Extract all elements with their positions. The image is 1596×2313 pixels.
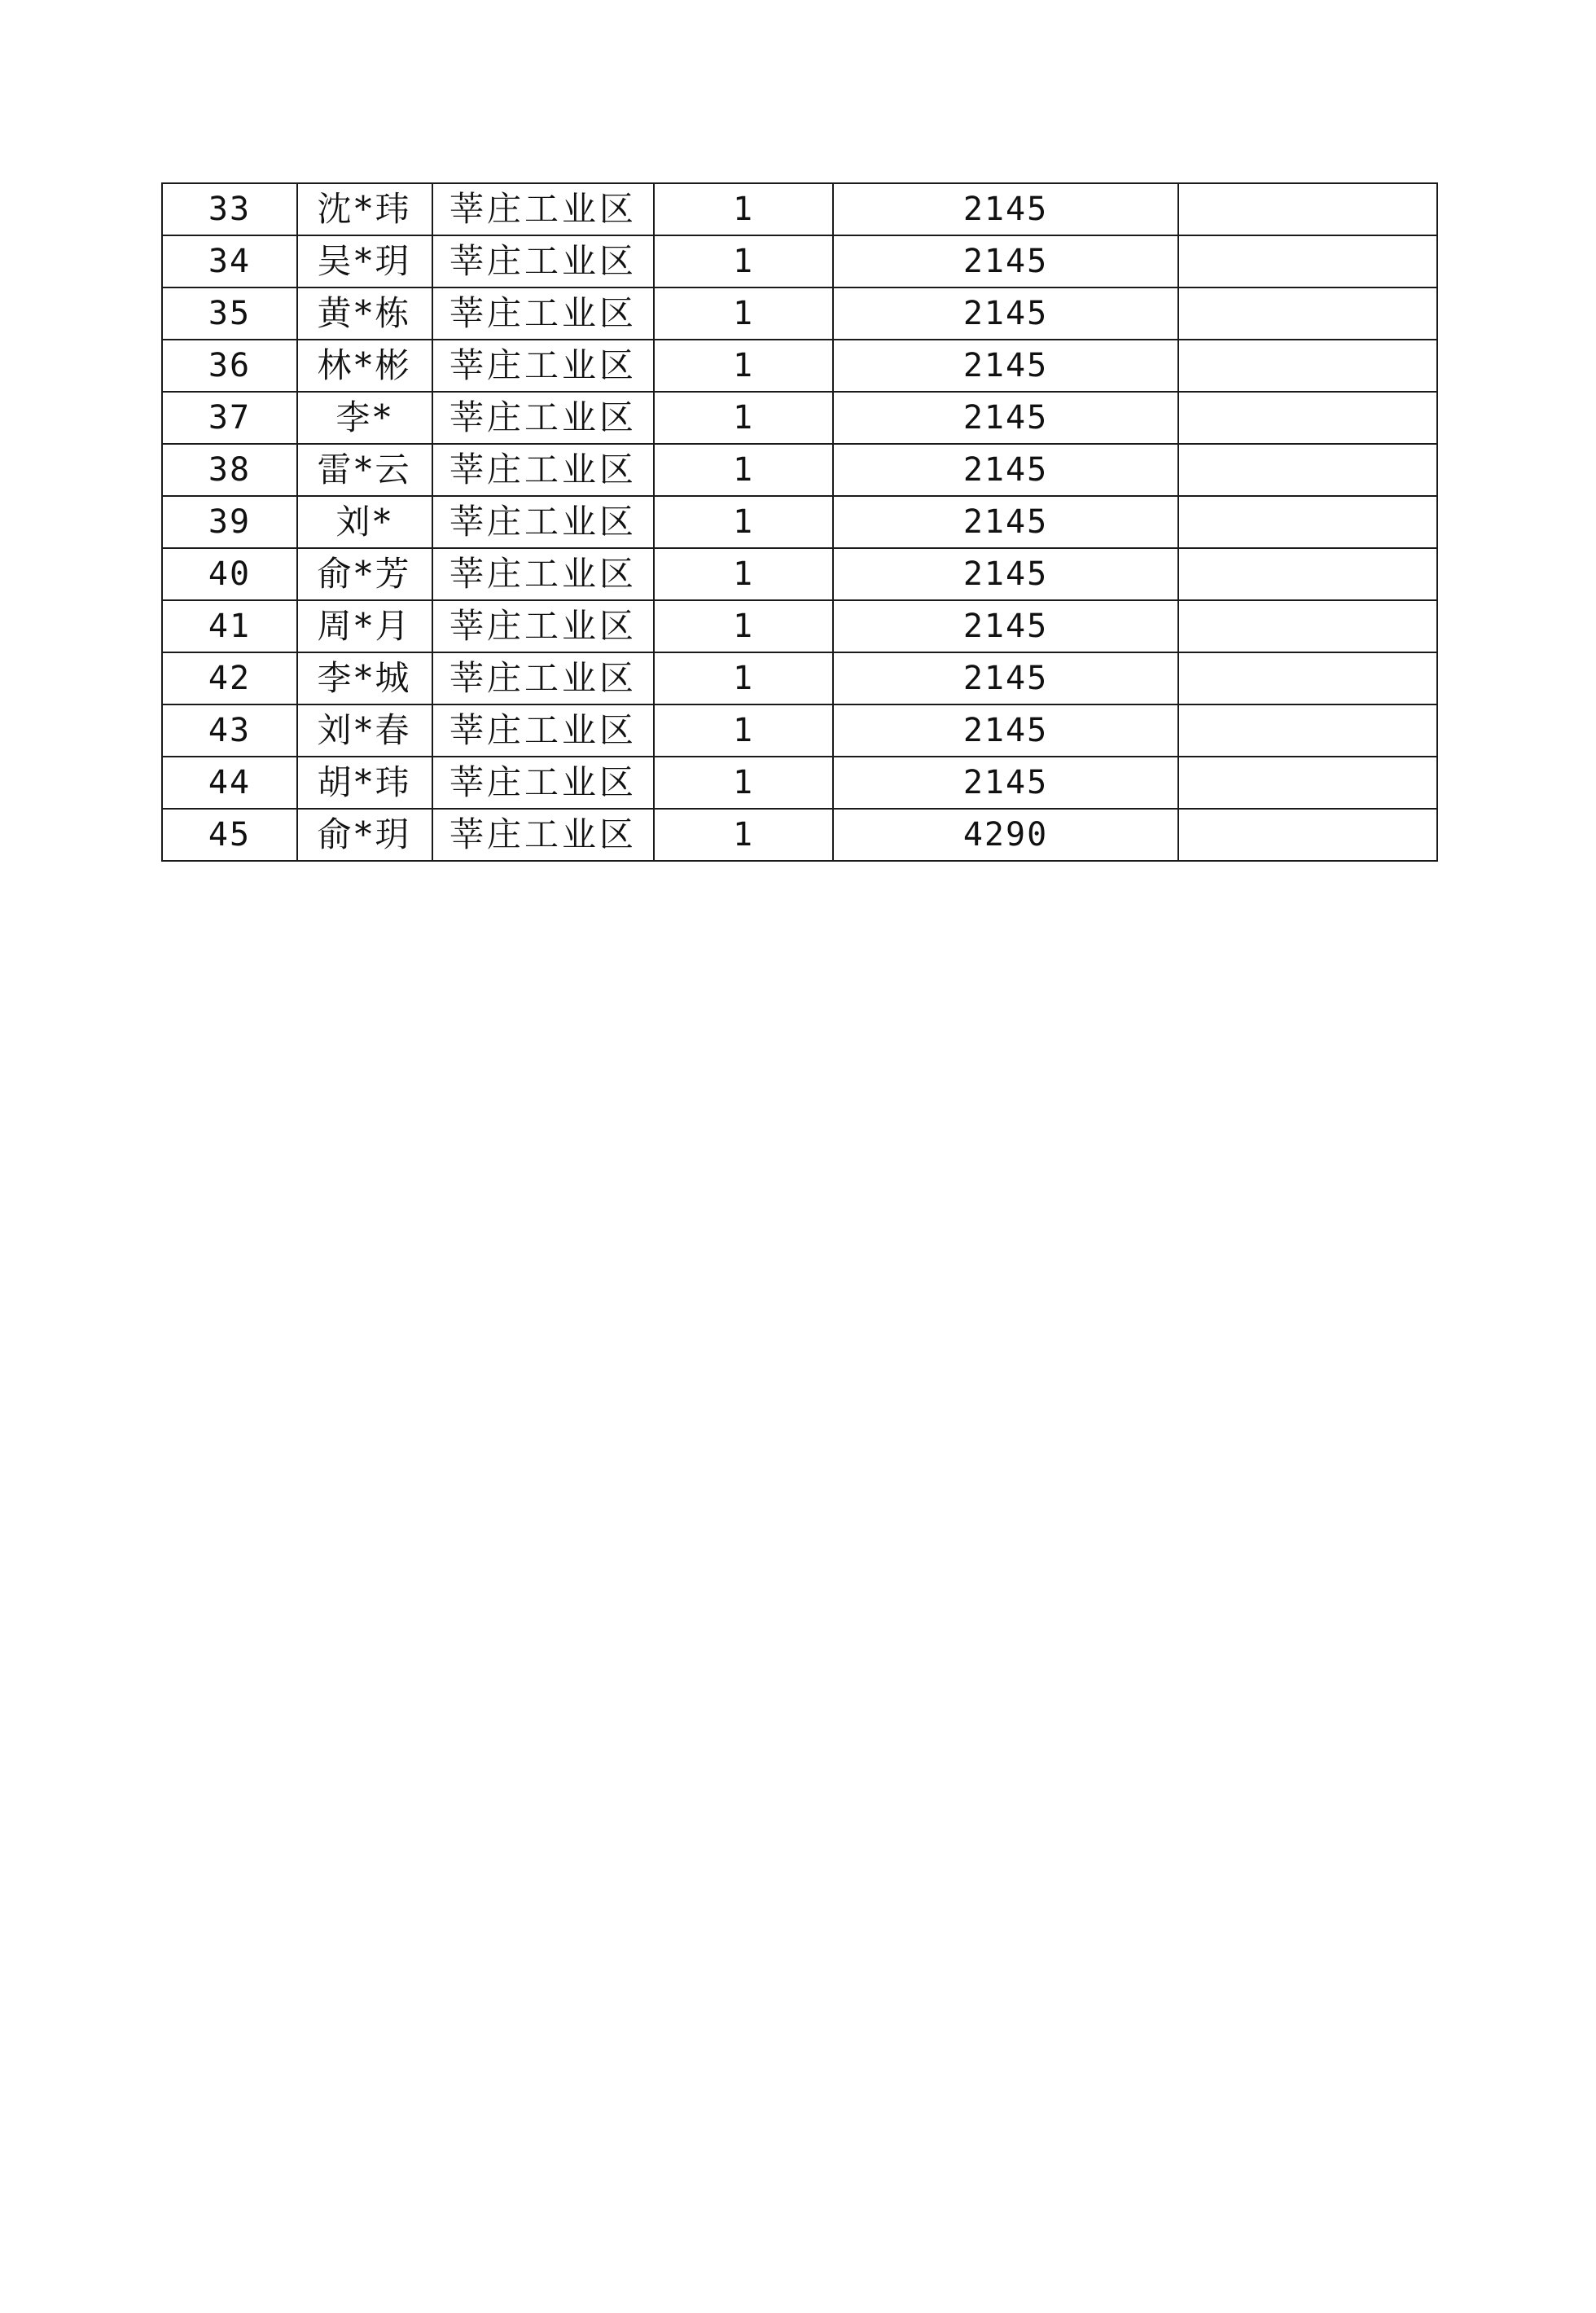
table-row — [162, 757, 1437, 809]
cell-area: 莘庄工业区 — [432, 600, 654, 652]
table-row — [162, 496, 1437, 548]
cell-note — [1178, 235, 1437, 287]
cell-name: 刘* — [297, 496, 432, 548]
cell-area: 莘庄工业区 — [432, 757, 654, 809]
cell-number: 45 — [162, 809, 297, 861]
cell-quantity: 1 — [654, 340, 833, 392]
cell-name: 黄*栋 — [297, 287, 432, 340]
cell-quantity: 1 — [654, 652, 833, 704]
cell-quantity: 1 — [654, 548, 833, 600]
table-row — [162, 809, 1437, 861]
table-row — [162, 548, 1437, 600]
cell-quantity: 1 — [654, 809, 833, 861]
cell-quantity: 1 — [654, 183, 833, 235]
roster-table-body — [162, 183, 1437, 861]
cell-amount: 2145 — [833, 183, 1178, 235]
cell-quantity: 1 — [654, 496, 833, 548]
table-row — [162, 183, 1437, 235]
cell-note — [1178, 444, 1437, 496]
cell-name: 沈*玮 — [297, 183, 432, 235]
cell-amount: 2145 — [833, 548, 1178, 600]
roster-table — [161, 182, 1438, 862]
cell-name: 俞*玥 — [297, 809, 432, 861]
cell-number: 39 — [162, 496, 297, 548]
cell-name: 周*月 — [297, 600, 432, 652]
cell-name: 雷*云 — [297, 444, 432, 496]
cell-note — [1178, 287, 1437, 340]
cell-note — [1178, 600, 1437, 652]
cell-note — [1178, 496, 1437, 548]
cell-amount: 2145 — [833, 235, 1178, 287]
cell-number: 42 — [162, 652, 297, 704]
cell-number: 36 — [162, 340, 297, 392]
cell-note — [1178, 704, 1437, 757]
cell-note — [1178, 392, 1437, 444]
cell-amount: 2145 — [833, 652, 1178, 704]
cell-note — [1178, 183, 1437, 235]
cell-area: 莘庄工业区 — [432, 704, 654, 757]
cell-area: 莘庄工业区 — [432, 235, 654, 287]
table-row — [162, 704, 1437, 757]
cell-amount: 4290 — [833, 809, 1178, 861]
cell-number: 43 — [162, 704, 297, 757]
cell-amount: 2145 — [833, 600, 1178, 652]
cell-amount: 2145 — [833, 704, 1178, 757]
cell-quantity: 1 — [654, 757, 833, 809]
cell-area: 莘庄工业区 — [432, 340, 654, 392]
table-row — [162, 652, 1437, 704]
cell-note — [1178, 548, 1437, 600]
cell-note — [1178, 652, 1437, 704]
cell-name: 吴*玥 — [297, 235, 432, 287]
cell-number: 41 — [162, 600, 297, 652]
cell-note — [1178, 809, 1437, 861]
cell-quantity: 1 — [654, 392, 833, 444]
cell-note — [1178, 757, 1437, 809]
cell-name: 李* — [297, 392, 432, 444]
cell-number: 38 — [162, 444, 297, 496]
cell-area: 莘庄工业区 — [432, 496, 654, 548]
table-row — [162, 235, 1437, 287]
cell-name: 俞*芳 — [297, 548, 432, 600]
table-row — [162, 600, 1437, 652]
cell-quantity: 1 — [654, 600, 833, 652]
table-row — [162, 287, 1437, 340]
cell-amount: 2145 — [833, 287, 1178, 340]
cell-quantity: 1 — [654, 704, 833, 757]
cell-number: 35 — [162, 287, 297, 340]
cell-number: 33 — [162, 183, 297, 235]
cell-quantity: 1 — [654, 444, 833, 496]
cell-amount: 2145 — [833, 392, 1178, 444]
cell-quantity: 1 — [654, 235, 833, 287]
cell-area: 莘庄工业区 — [432, 809, 654, 861]
cell-name: 刘*春 — [297, 704, 432, 757]
cell-name: 胡*玮 — [297, 757, 432, 809]
cell-amount: 2145 — [833, 340, 1178, 392]
cell-number: 37 — [162, 392, 297, 444]
cell-area: 莘庄工业区 — [432, 652, 654, 704]
cell-number: 40 — [162, 548, 297, 600]
cell-amount: 2145 — [833, 444, 1178, 496]
cell-name: 李*城 — [297, 652, 432, 704]
cell-area: 莘庄工业区 — [432, 183, 654, 235]
table-row — [162, 340, 1437, 392]
cell-area: 莘庄工业区 — [432, 444, 654, 496]
cell-number: 44 — [162, 757, 297, 809]
cell-area: 莘庄工业区 — [432, 548, 654, 600]
cell-note — [1178, 340, 1437, 392]
cell-name: 林*彬 — [297, 340, 432, 392]
table-row — [162, 444, 1437, 496]
cell-area: 莘庄工业区 — [432, 392, 654, 444]
cell-quantity: 1 — [654, 287, 833, 340]
cell-area: 莘庄工业区 — [432, 287, 654, 340]
cell-number: 34 — [162, 235, 297, 287]
cell-amount: 2145 — [833, 496, 1178, 548]
table-row — [162, 392, 1437, 444]
cell-amount: 2145 — [833, 757, 1178, 809]
